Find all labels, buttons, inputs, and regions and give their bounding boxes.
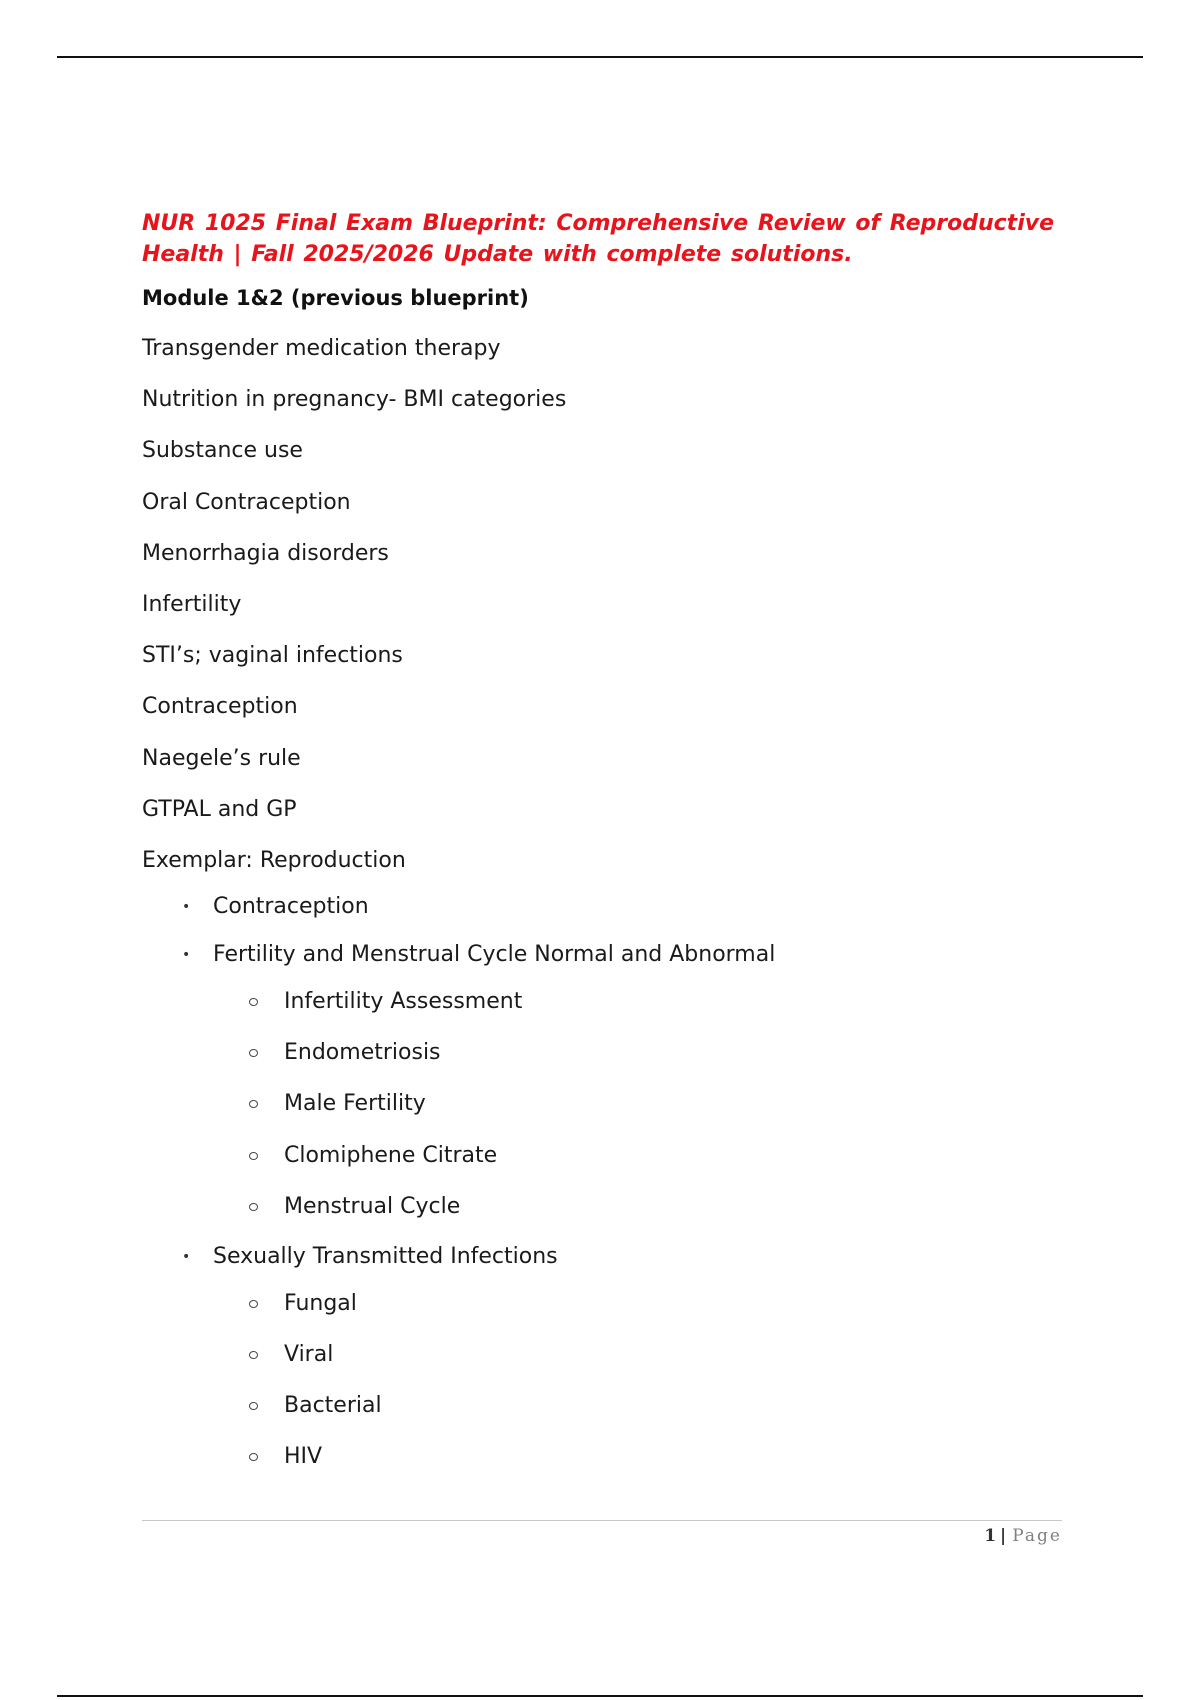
page-separator: | xyxy=(1000,1526,1009,1546)
circle-bullet-icon xyxy=(249,1203,258,1211)
footer-rule xyxy=(142,1520,1062,1521)
sub-item-label: Clomiphene Citrate xyxy=(284,1142,498,1168)
sub-item-label: Endometriosis xyxy=(284,1040,441,1066)
circle-bullet-icon xyxy=(249,1100,258,1108)
sub-list-item xyxy=(213,1443,1062,1471)
sub-item-label: Infertility Assessment xyxy=(284,989,523,1015)
circle-bullet-icon xyxy=(249,1152,258,1160)
topic-item: Contraception xyxy=(142,694,298,720)
circle-bullet-icon xyxy=(249,998,258,1006)
sub-item-label: Viral xyxy=(284,1342,334,1367)
topic-item: Naegele’s rule xyxy=(142,745,301,771)
topic-item: Transgender medication therapy xyxy=(142,336,501,361)
sub-list-item xyxy=(213,988,1062,1016)
page-number: 1 xyxy=(984,1526,999,1546)
topic-item: STI’s; vaginal infections xyxy=(142,643,403,669)
topic-item: Nutrition in pregnancy- BMI categories xyxy=(142,387,567,413)
exemplar-item-label: Fertility and Menstrual Cycle Normal and Abnormal xyxy=(213,942,776,968)
circle-bullet-icon xyxy=(249,1402,258,1410)
top-rule xyxy=(57,56,1143,58)
document-title: NUR 1025 Final Exam Blueprint: Comprehensive Review of Reproductive Health | Fall 2025/2026 Update with complete solutions. xyxy=(142,211,1055,267)
topic-list xyxy=(142,335,1062,875)
circle-bullet-icon xyxy=(249,1300,258,1308)
sub-item-label: Bacterial xyxy=(284,1393,382,1419)
topic-item: Menorrhagia disorders xyxy=(142,540,389,566)
sub-list-item xyxy=(213,1392,1062,1420)
exemplar-list xyxy=(142,893,1062,1471)
sub-list xyxy=(213,988,1062,1221)
topic-item: Exemplar: Reproduction xyxy=(142,847,406,873)
exemplar-item xyxy=(142,893,1062,921)
sub-list-item xyxy=(213,1142,1062,1170)
page-label: Page xyxy=(1012,1526,1062,1546)
circle-bullet-icon xyxy=(249,1453,258,1461)
bullet-dot-icon: • xyxy=(182,899,191,916)
sub-list-item xyxy=(213,1193,1062,1221)
page-content xyxy=(142,208,1062,1471)
sub-item-label: Menstrual Cycle xyxy=(284,1193,461,1219)
exemplar-item-label: Contraception xyxy=(213,894,369,920)
topic-item: GTPAL and GP xyxy=(142,796,297,822)
sub-list xyxy=(213,1290,1062,1472)
sub-item-label: Male Fertility xyxy=(284,1091,426,1117)
topic-item: Substance use xyxy=(142,438,303,464)
circle-bullet-icon xyxy=(249,1049,258,1057)
sub-list-item xyxy=(213,1090,1062,1118)
sub-list-item xyxy=(213,1341,1062,1369)
section-heading: Module 1&2 (previous blueprint) xyxy=(142,286,529,310)
topic-item: Infertility xyxy=(142,591,242,617)
bullet-dot-icon: • xyxy=(182,947,191,964)
exemplar-item xyxy=(142,1243,1062,1472)
sub-list-item xyxy=(213,1039,1062,1067)
bottom-rule xyxy=(57,1695,1143,1697)
topic-item: Oral Contraception xyxy=(142,489,351,515)
sub-list-item xyxy=(213,1290,1062,1318)
sub-item-label: HIV xyxy=(284,1444,323,1470)
circle-bullet-icon xyxy=(249,1351,258,1359)
sub-item-label: Fungal xyxy=(284,1290,357,1316)
exemplar-item-label: Sexually Transmitted Infections xyxy=(213,1243,558,1269)
page-footer xyxy=(984,1525,1062,1547)
bullet-dot-icon: • xyxy=(182,1248,191,1265)
exemplar-item xyxy=(142,941,1062,1221)
